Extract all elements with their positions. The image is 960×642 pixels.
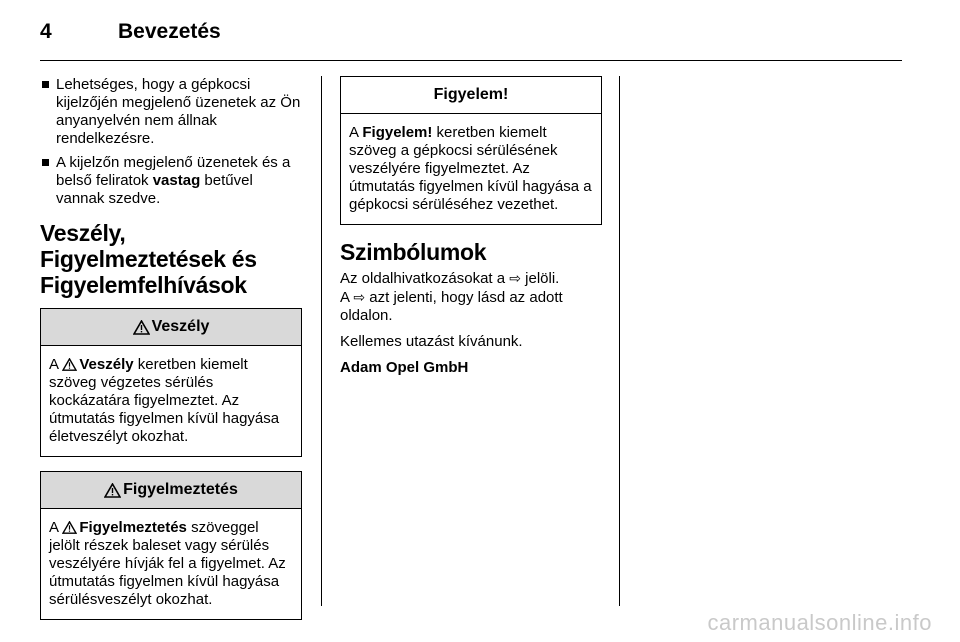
- caution-box-text: keretben kiemelt szöveg a gépkocsi sérülésének veszélyére figyelmeztet. Az útmutatás figyelmen kívül hagyása a gépkocsi sérüléséhez vezethet.: [349, 124, 592, 213]
- danger-box-header: [41, 309, 301, 346]
- header-rule: [40, 60, 902, 61]
- symbols-text: azt jelenti, hogy lásd az adott oldalon.: [340, 289, 563, 324]
- symbols-text: A: [340, 289, 354, 306]
- symbols-text: jelöli.: [521, 270, 560, 287]
- column-divider-2: [619, 76, 620, 606]
- column-1: [40, 76, 302, 634]
- page-header: [40, 20, 900, 60]
- warning-triangle-icon: [62, 358, 77, 371]
- danger-box-prefix: A: [49, 356, 63, 373]
- watermark: carmanualsonline.info: [707, 610, 932, 635]
- symbols-paragraph: [340, 269, 602, 325]
- warning-triangle-icon: [133, 320, 150, 335]
- bullet-bold-word: vastag: [152, 172, 201, 189]
- warning-box-keyword: Figyelmeztetés: [79, 519, 187, 536]
- bullet-item: [40, 76, 302, 148]
- warning-box-prefix: A: [49, 519, 63, 536]
- danger-box-body: [41, 346, 301, 456]
- danger-box-title: Veszély: [151, 318, 210, 335]
- page-reference-arrow-icon: ⇨: [353, 289, 366, 305]
- bullet-text: Lehetséges, hogy a gépkocsi kijelzőjén megjelenő üzenetek az Ön anyanyelvén nem állnak rendelkezésre.: [56, 76, 301, 147]
- warning-triangle-icon: [62, 521, 77, 534]
- caution-box: [340, 76, 602, 225]
- warning-box-text: szöveggel jelölt részek baleset vagy sérülés veszélyére hívják fel a figyelmet. Az útmutatás figyelmen kívül hagyása sérülésveszélyt okozhat.: [49, 519, 286, 608]
- warning-box: [40, 471, 302, 620]
- symbols-heading: Szimbólumok: [340, 239, 487, 265]
- page-reference-arrow-icon: ⇨: [509, 270, 521, 286]
- caution-box-prefix: A: [349, 124, 363, 141]
- caution-box-title: Figyelem!: [433, 86, 509, 103]
- symbols-text: Az oldalhivatkozásokat a: [340, 270, 510, 287]
- danger-box: [40, 308, 302, 457]
- warning-box-header: [41, 472, 301, 509]
- signature: Adam Opel GmbH: [340, 359, 469, 376]
- chapter-title: Bevezetés: [118, 20, 221, 43]
- warning-box-body: [41, 509, 301, 619]
- bullet-text-after: betűvel vannak szedve.: [56, 172, 253, 207]
- bullet-list: [40, 76, 302, 208]
- closing-text: Kellemes utazást kívánunk.: [340, 333, 523, 350]
- danger-box-text: keretben kiemelt szöveg végzetes sérülés kockázatára figyelmeztet. Az útmutatás figyelmen kívül hagyása életveszélyt okozhat.: [49, 356, 280, 445]
- bullet-text-before: A kijelzőn megjelenő üzenetek és a belső feliratok: [56, 154, 291, 189]
- caution-box-body: [341, 114, 601, 224]
- caution-box-keyword: Figyelem!: [362, 124, 433, 141]
- bullet-item: [40, 154, 302, 208]
- caution-box-header: [341, 77, 601, 114]
- section-heading: Veszély, Figyelmeztetések és Figyelemfelhívások: [40, 220, 257, 298]
- warning-triangle-icon: [104, 483, 121, 498]
- warning-box-title: Figyelmeztetés: [123, 481, 238, 498]
- column-divider-1: [321, 76, 322, 606]
- column-2: [340, 76, 602, 385]
- danger-box-keyword: Veszély: [79, 356, 134, 373]
- page-number: 4: [40, 20, 52, 43]
